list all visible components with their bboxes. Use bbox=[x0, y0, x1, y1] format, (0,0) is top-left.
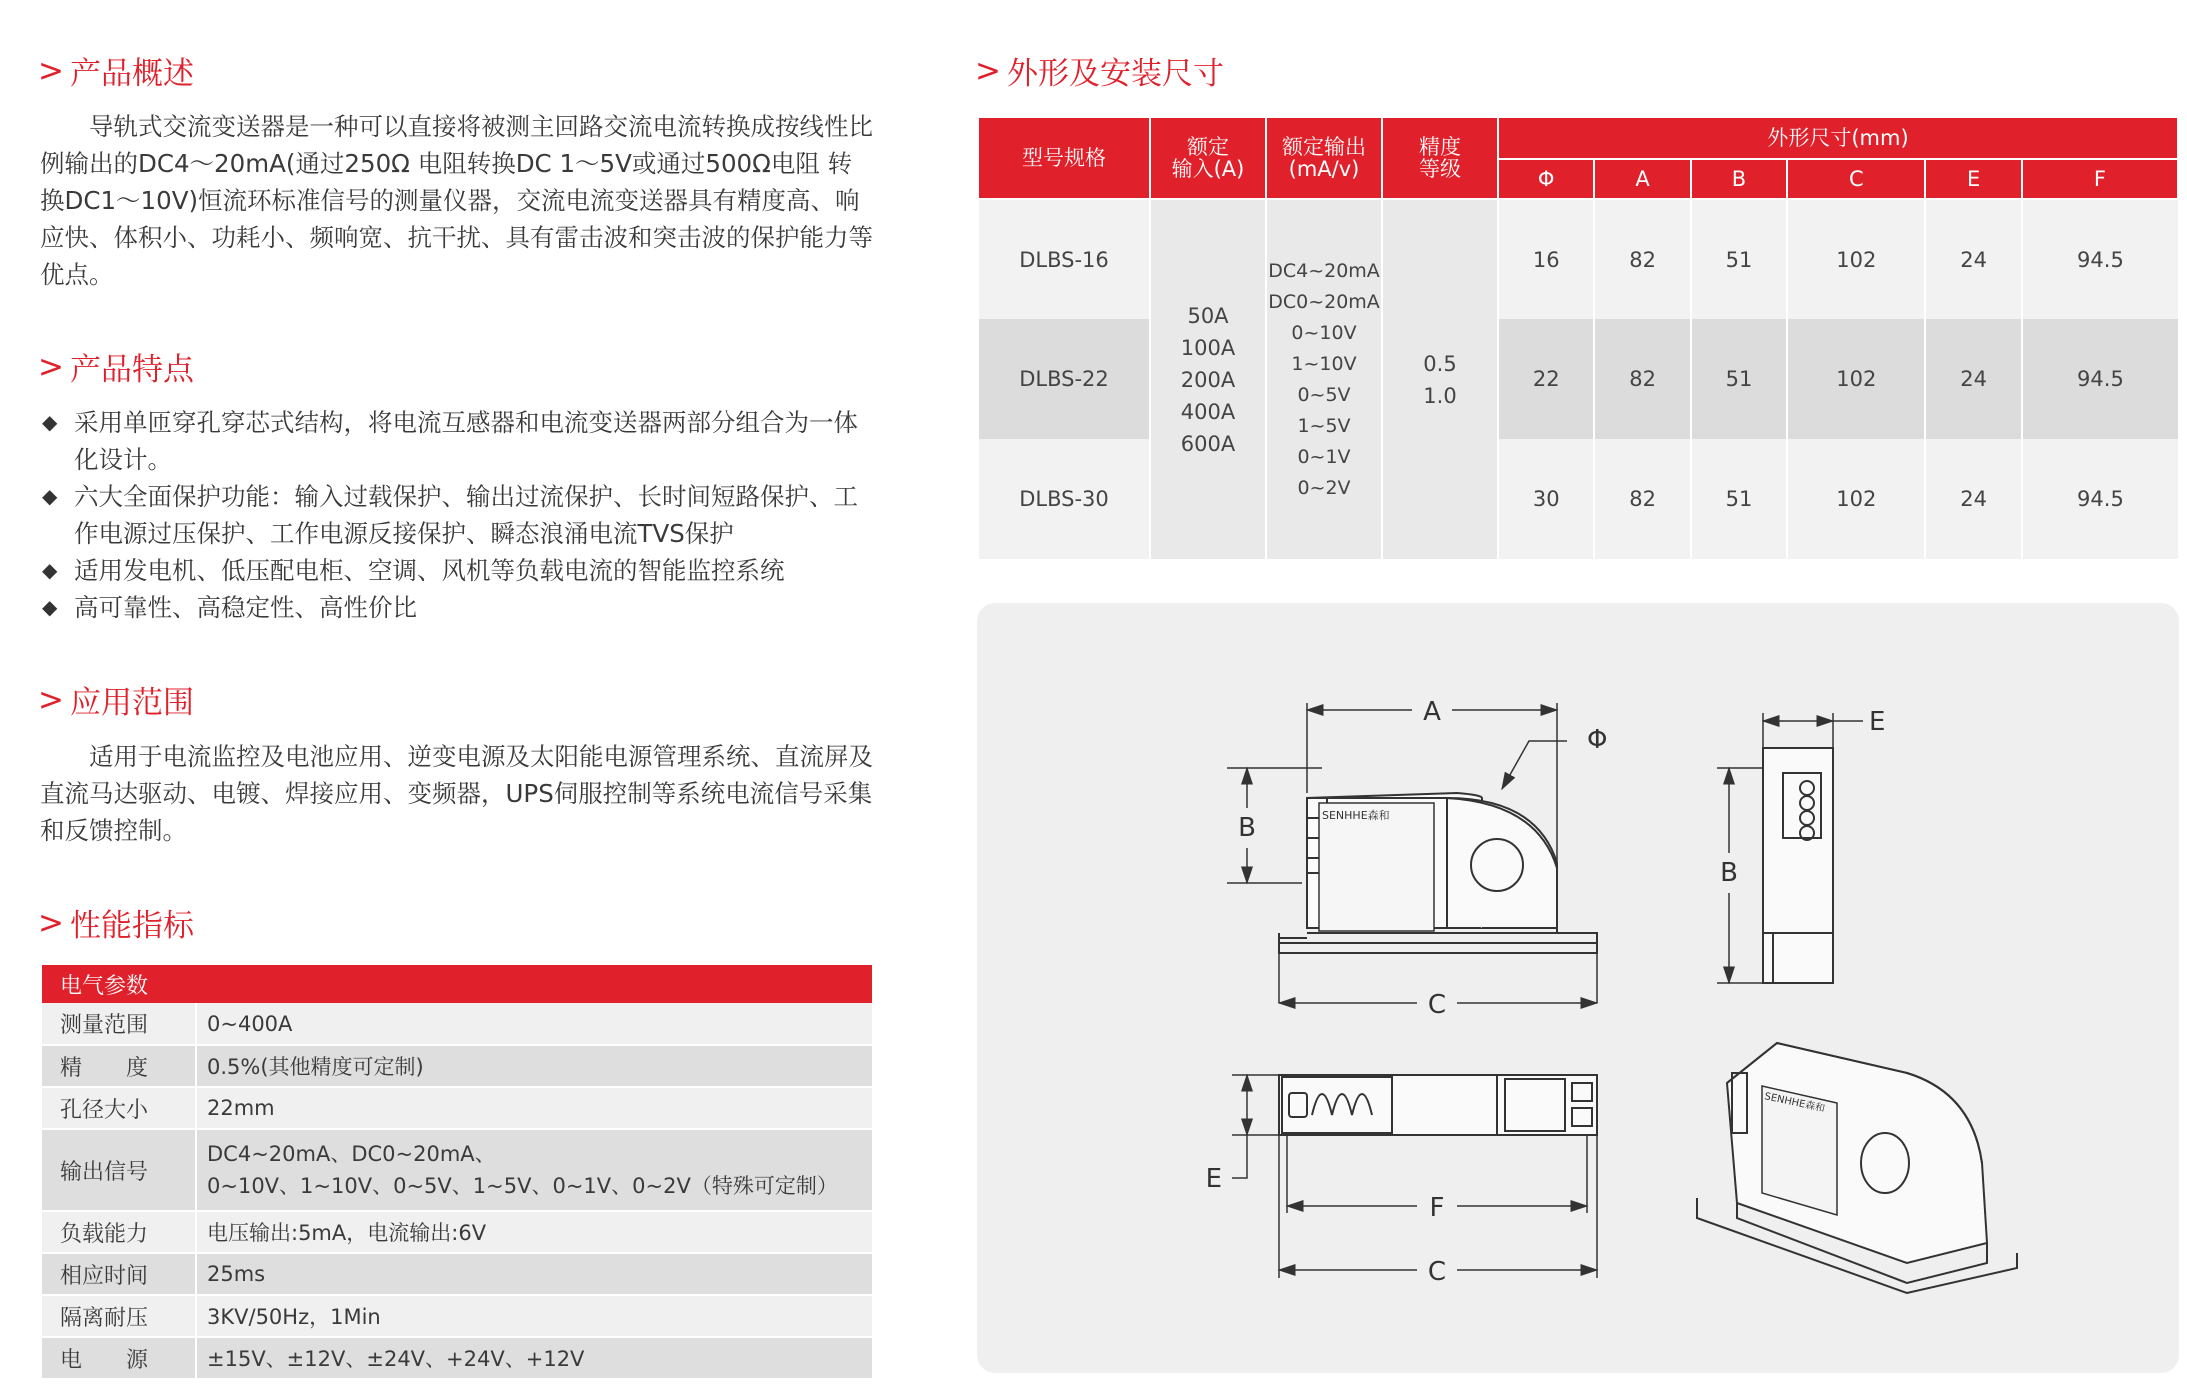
label-b: B bbox=[1238, 813, 1256, 843]
accuracy-cell: 0.5 1.0 bbox=[1382, 199, 1498, 559]
table-row: DLBS-30 30 82 51 102 24 94.5 bbox=[978, 439, 2178, 559]
header-e: E bbox=[1925, 159, 2021, 199]
header-rated-input: 额定 输入(A) bbox=[1150, 117, 1266, 199]
label-phi: Φ bbox=[1587, 725, 1608, 755]
header-model: 型号规格 bbox=[978, 117, 1150, 199]
rated-output-cell: DC4~20mA DC0~20mA 0~10V 1~10V 0~5V 1~5V 0~1V 0~2V bbox=[1266, 199, 1382, 559]
overview-text: 导轨式交流变送器是一种可以直接将被测主回路交流电流转换成按线性比例输出的DC4～20mA(通过250Ω 电阻转换DC 1～5V或通过500Ω电阻 转换DC1～10V)恒流环标准信号的测量仪器，交流电流变送器具有精度高、响应快、体积小、功耗小、频响宽、抗干扰、具有雷击波和突击波的保护能力等优点。 bbox=[40, 112, 873, 289]
dimension-drawing bbox=[977, 603, 2179, 1373]
table-row: 精 度 0.5%(其他精度可定制) bbox=[42, 1045, 872, 1087]
table-row: 孔径大小 22mm bbox=[42, 1087, 872, 1129]
diamond-bullet-icon: ◆ bbox=[42, 595, 58, 619]
list-item: ◆ 六大全面保护功能：输入过载保护、输出过流保护、长时间短路保护、工作电源过压保护、工作电源反接保护、瞬态浪涌电流TVS保护 bbox=[42, 478, 872, 552]
label-c-top: C bbox=[1427, 1257, 1447, 1287]
features-title: > 产品特点 bbox=[38, 348, 194, 388]
label-a: A bbox=[1423, 697, 1441, 727]
table-row: 电 源 ±15V、±12V、±24V、+24V、+12V bbox=[42, 1337, 872, 1379]
overview-title: > 产品概述 bbox=[38, 52, 194, 92]
chevron-right-icon: > bbox=[38, 681, 64, 718]
list-item: ◆ 采用单匝穿孔穿芯式结构，将电流互感器和电流变送器两部分组合为一体化设计。 bbox=[42, 404, 872, 478]
header-c: C bbox=[1787, 159, 1925, 199]
label-e-top: E bbox=[1205, 1164, 1222, 1194]
header-phi: Φ bbox=[1498, 159, 1594, 199]
performance-title: > 性能指标 bbox=[38, 904, 194, 944]
isometric-view bbox=[1697, 1043, 2017, 1293]
list-item: ◆ 高可靠性、高稳定性、高性价比 bbox=[42, 589, 872, 626]
top-view bbox=[1232, 1075, 1597, 1278]
device-brand-front: SENHHE森和 bbox=[1322, 809, 1390, 822]
label-c: C bbox=[1427, 990, 1447, 1020]
device-brand-iso: SENHHE森和 bbox=[1763, 1091, 1826, 1115]
table-row: DLBS-16 50A 100A 200A 400A 600A DC4~20mA DC0~20mA 0~10V 1~10V 0~5V 1~5V 0~1V 0~2V 0.5 1.0 16 82 51 102 24 94.5 bbox=[978, 199, 2178, 319]
performance-table bbox=[42, 965, 872, 1380]
side-view bbox=[1717, 713, 1863, 983]
application-text: 适用于电流监控及电池应用、逆变电源及太阳能电源管理系统、直流屏及直流马达驱动、电镀、焊接应用、变频器，UPS伺服控制等系统电流信号采集和反馈控制。 bbox=[40, 742, 873, 845]
table-row: 测量范围 0~400A bbox=[42, 1003, 872, 1045]
chevron-right-icon: > bbox=[38, 348, 64, 385]
list-item: ◆ 适用发电机、低压配电柜、空调、风机等负载电流的智能监控系统 bbox=[42, 552, 872, 589]
chevron-right-icon: > bbox=[38, 904, 64, 941]
dimensions-title: > 外形及安装尺寸 bbox=[975, 52, 1224, 92]
chevron-right-icon: > bbox=[975, 52, 1001, 89]
label-e-side: E bbox=[1869, 707, 1886, 737]
label-b-side: B bbox=[1720, 858, 1738, 888]
header-f: F bbox=[2022, 159, 2178, 199]
table-row: 负载能力 电压输出:5mA，电流输出:6V bbox=[42, 1211, 872, 1253]
diamond-bullet-icon: ◆ bbox=[42, 558, 58, 582]
dimensions-table bbox=[977, 116, 2179, 559]
header-a: A bbox=[1594, 159, 1690, 199]
features-list bbox=[42, 404, 872, 626]
application-title: > 应用范围 bbox=[38, 681, 194, 721]
rated-input-cell: 50A 100A 200A 400A 600A bbox=[1150, 199, 1266, 559]
header-b: B bbox=[1691, 159, 1787, 199]
chevron-right-icon: > bbox=[38, 52, 64, 89]
table-row: 输出信号 DC4~20mA、DC0~20mA、 0~10V、1~10V、0~5V、1~5V、0~1V、0~2V（特殊可定制） bbox=[42, 1129, 872, 1211]
diamond-bullet-icon: ◆ bbox=[42, 484, 58, 508]
diamond-bullet-icon: ◆ bbox=[42, 410, 58, 434]
dimension-drawing-panel bbox=[977, 603, 2179, 1373]
header-outline: 外形尺寸(mm) bbox=[1498, 117, 2178, 159]
table-header: 电气参数 bbox=[42, 965, 872, 1003]
label-f: F bbox=[1429, 1193, 1445, 1223]
header-rated-output: 额定输出 (mA/v) bbox=[1266, 117, 1382, 199]
table-row: DLBS-22 22 82 51 102 24 94.5 bbox=[978, 319, 2178, 439]
table-row: 相应时间 25ms bbox=[42, 1253, 872, 1295]
front-view bbox=[1227, 703, 1597, 1003]
header-accuracy: 精度 等级 bbox=[1382, 117, 1498, 199]
table-row: 隔离耐压 3KV/50Hz，1Min bbox=[42, 1295, 872, 1337]
